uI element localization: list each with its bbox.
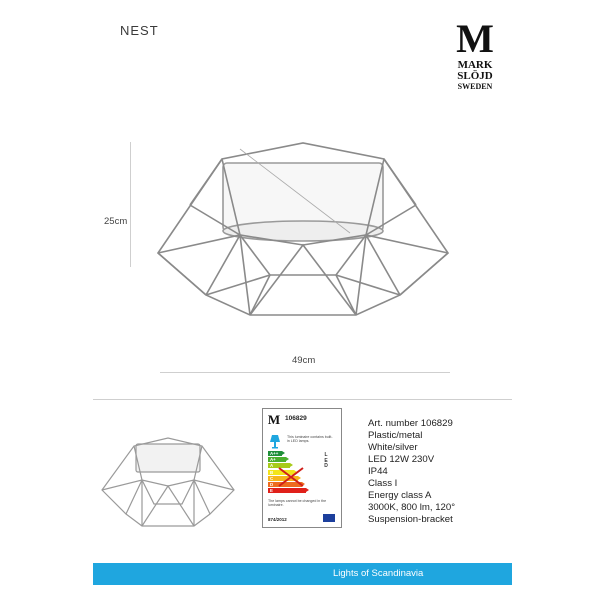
energy-class-bar: A xyxy=(268,463,290,468)
spec-item: Art. number 106829 xyxy=(368,418,453,429)
energy-label-article-number: 106829 xyxy=(285,415,307,422)
energy-class-bar: B xyxy=(268,470,294,475)
cross-mark-icon xyxy=(277,466,305,488)
footer-text: Lights of Scandinavia xyxy=(333,568,424,579)
height-dimension-line xyxy=(130,142,131,267)
height-label: 25cm xyxy=(104,216,128,227)
regulation-number: 874/2012 xyxy=(268,517,287,522)
lamp-thumbnail xyxy=(98,432,238,532)
eu-flag-icon xyxy=(323,514,335,522)
width-label: 49cm xyxy=(292,355,316,366)
spec-item: Suspension-bracket xyxy=(368,514,453,525)
spec-item: White/silver xyxy=(368,442,418,453)
energy-class-bar: A++ xyxy=(268,451,282,456)
spec-item: Energy class A xyxy=(368,490,432,501)
led-label xyxy=(323,453,329,470)
width-dimension-line xyxy=(160,372,450,373)
spec-item: Plastic/metal xyxy=(368,430,423,441)
spec-item: LED 12W 230V xyxy=(368,454,435,465)
brand-logo xyxy=(445,12,505,92)
energy-label xyxy=(262,408,342,528)
energy-class-bar: A+ xyxy=(268,457,286,462)
spec-item: 3000K, 800 lm, 120° xyxy=(368,502,456,513)
energy-class-bar: D xyxy=(268,482,302,487)
energy-label-logo xyxy=(267,412,281,428)
lamp-drawing xyxy=(150,135,460,325)
footer-bar xyxy=(93,563,512,585)
section-divider xyxy=(93,399,512,400)
spec-item: Class I xyxy=(368,478,398,489)
logo-line2: SLÖJD xyxy=(457,70,493,82)
product-name: NEST xyxy=(120,23,159,38)
lamp-icon xyxy=(268,433,282,449)
logo-line1: MARK xyxy=(457,59,493,71)
energy-label-note-bottom: The lamps cannot be changed in the luminaire. xyxy=(268,499,327,508)
spec-list xyxy=(368,418,455,526)
logo-letter: M xyxy=(456,16,494,61)
energy-label-note-top: This luminaire contains built-in LED lamps. xyxy=(287,435,333,444)
energy-class-bar: E xyxy=(268,488,306,493)
spec-item: IP44 xyxy=(368,466,388,477)
energy-class-bar: C xyxy=(268,476,298,481)
logo-line3: SWEDEN xyxy=(457,82,493,91)
led-label-text: LED xyxy=(324,452,328,469)
svg-text:M: M xyxy=(267,412,281,427)
